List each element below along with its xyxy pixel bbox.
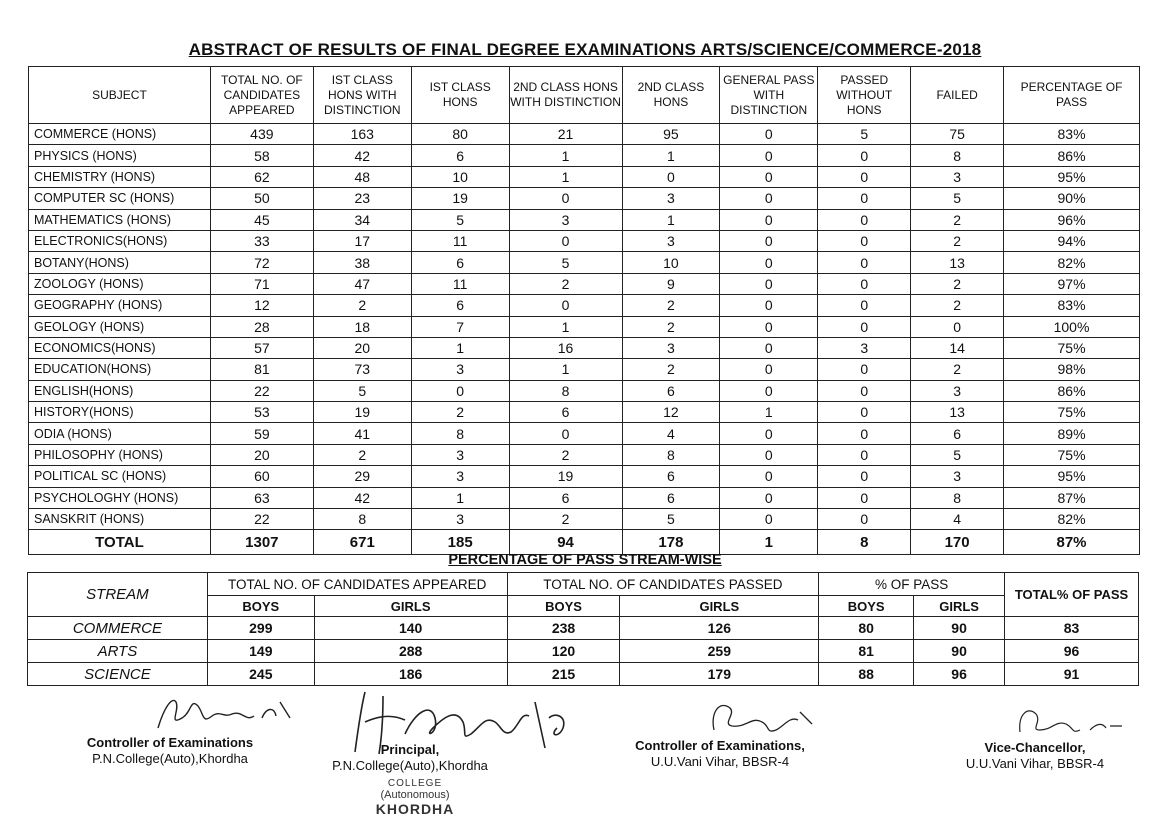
value-cell: 6 — [911, 423, 1004, 444]
value-cell: 82% — [1004, 252, 1140, 273]
table-row — [29, 359, 1140, 380]
table-row — [29, 337, 1140, 358]
stream-value-cell: 149 — [207, 640, 314, 663]
value-cell: 47 — [313, 273, 411, 294]
value-cell: 75% — [1004, 402, 1140, 423]
value-cell: 6 — [622, 380, 720, 401]
value-cell: 72 — [210, 252, 313, 273]
value-cell: 53 — [210, 402, 313, 423]
value-cell: 75% — [1004, 444, 1140, 465]
column-header: 2ND CLASS HONS WITH DISTINCTION — [509, 67, 622, 124]
value-cell: 4 — [622, 423, 720, 444]
value-cell: 83% — [1004, 124, 1140, 145]
stream-value-cell: 91 — [1005, 663, 1139, 686]
value-cell: 42 — [313, 145, 411, 166]
value-cell: 3 — [622, 230, 720, 251]
value-cell: 75% — [1004, 337, 1140, 358]
value-cell: 163 — [313, 124, 411, 145]
value-cell: 1 — [509, 316, 622, 337]
value-cell: 14 — [911, 337, 1004, 358]
value-cell: 0 — [720, 316, 818, 337]
stream-value-cell: 96 — [1005, 640, 1139, 663]
value-cell: 48 — [313, 166, 411, 187]
table-row — [29, 188, 1140, 209]
value-cell: 1 — [509, 359, 622, 380]
stream-row — [28, 617, 1139, 640]
value-cell: 0 — [720, 230, 818, 251]
value-cell: 13 — [911, 402, 1004, 423]
value-cell: 2 — [911, 295, 1004, 316]
value-cell: 0 — [622, 166, 720, 187]
value-cell: 8 — [911, 145, 1004, 166]
value-cell: 50 — [210, 188, 313, 209]
value-cell: 38 — [313, 252, 411, 273]
value-cell: 6 — [622, 487, 720, 508]
value-cell: 8 — [411, 423, 509, 444]
stream-row — [28, 640, 1139, 663]
value-cell: 2 — [313, 295, 411, 316]
column-header: FAILED — [911, 67, 1004, 124]
stream-name-cell: COMMERCE — [28, 617, 208, 640]
passed-girls-header: GIRLS — [620, 596, 819, 617]
value-cell: 0 — [720, 145, 818, 166]
value-cell: 90% — [1004, 188, 1140, 209]
value-cell: 5 — [911, 188, 1004, 209]
subject-cell: POLITICAL SC (HONS) — [29, 466, 211, 487]
value-cell: 3 — [411, 509, 509, 530]
value-cell: 17 — [313, 230, 411, 251]
stream-value-cell: 90 — [914, 640, 1005, 663]
appeared-boys-header: BOYS — [207, 596, 314, 617]
value-cell: 0 — [818, 145, 911, 166]
subject-cell: COMMERCE (HONS) — [29, 124, 211, 145]
value-cell: 82% — [1004, 509, 1140, 530]
table-row — [29, 444, 1140, 465]
value-cell: 0 — [818, 230, 911, 251]
stream-value-cell: 259 — [620, 640, 819, 663]
stream-row — [28, 663, 1139, 686]
value-cell: 97% — [1004, 273, 1140, 294]
value-cell: 0 — [720, 509, 818, 530]
table-row — [29, 252, 1140, 273]
subject-cell: ELECTRONICS(HONS) — [29, 230, 211, 251]
value-cell: 63 — [210, 487, 313, 508]
value-cell: 86% — [1004, 380, 1140, 401]
value-cell: 87% — [1004, 487, 1140, 508]
subject-cell: PHILOSOPHY (HONS) — [29, 444, 211, 465]
stream-value-cell: 215 — [507, 663, 620, 686]
value-cell: 2 — [313, 444, 411, 465]
total-value: 1307 — [210, 530, 313, 555]
appeared-girls-header: GIRLS — [314, 596, 507, 617]
value-cell: 8 — [509, 380, 622, 401]
value-cell: 0 — [720, 466, 818, 487]
value-cell: 3 — [818, 337, 911, 358]
table-row — [29, 166, 1140, 187]
signature-block-2 — [305, 742, 515, 774]
value-cell: 5 — [818, 124, 911, 145]
value-cell: 5 — [313, 380, 411, 401]
subject-cell: ECONOMICS(HONS) — [29, 337, 211, 358]
total-label: TOTAL — [29, 530, 211, 555]
value-cell: 58 — [210, 145, 313, 166]
value-cell: 10 — [411, 166, 509, 187]
value-cell: 0 — [720, 487, 818, 508]
value-cell: 83% — [1004, 295, 1140, 316]
stream-value-cell: 90 — [914, 617, 1005, 640]
value-cell: 0 — [720, 295, 818, 316]
subject-cell: EDUCATION(HONS) — [29, 359, 211, 380]
signature-role: Controller of Examinations, — [635, 738, 805, 753]
subject-cell: GEOGRAPHY (HONS) — [29, 295, 211, 316]
value-cell: 13 — [911, 252, 1004, 273]
value-cell: 1 — [622, 145, 720, 166]
value-cell: 98% — [1004, 359, 1140, 380]
value-cell: 0 — [411, 380, 509, 401]
stream-value-cell: 245 — [207, 663, 314, 686]
value-cell: 0 — [720, 444, 818, 465]
subject-cell: ZOOLOGY (HONS) — [29, 273, 211, 294]
column-header: 2ND CLASS HONS — [622, 67, 720, 124]
value-cell: 5 — [911, 444, 1004, 465]
value-cell: 2 — [911, 209, 1004, 230]
value-cell: 73 — [313, 359, 411, 380]
value-cell: 1 — [411, 487, 509, 508]
column-header: SUBJECT — [29, 67, 211, 124]
subject-cell: CHEMISTRY (HONS) — [29, 166, 211, 187]
value-cell: 28 — [210, 316, 313, 337]
value-cell: 1 — [411, 337, 509, 358]
stream-value-cell: 88 — [819, 663, 914, 686]
column-header: PERCENTAGE OF PASS — [1004, 67, 1140, 124]
total-value: 170 — [911, 530, 1004, 555]
subject-cell: BOTANY(HONS) — [29, 252, 211, 273]
value-cell: 4 — [911, 509, 1004, 530]
subject-cell: SANSKRIT (HONS) — [29, 509, 211, 530]
stamp-line-1: COLLEGE — [387, 778, 443, 789]
signature-org: U.U.Vani Vihar, BBSR-4 — [650, 754, 790, 769]
table-row — [29, 380, 1140, 401]
value-cell: 6 — [509, 487, 622, 508]
value-cell: 12 — [210, 295, 313, 316]
value-cell: 0 — [818, 487, 911, 508]
value-cell: 2 — [911, 273, 1004, 294]
subject-cell: GEOLOGY (HONS) — [29, 316, 211, 337]
subject-cell: COMPUTER SC (HONS) — [29, 188, 211, 209]
value-cell: 21 — [509, 124, 622, 145]
value-cell: 3 — [411, 359, 509, 380]
value-cell: 0 — [818, 509, 911, 530]
table-row — [29, 124, 1140, 145]
value-cell: 2 — [622, 316, 720, 337]
value-cell: 0 — [720, 209, 818, 230]
value-cell: 22 — [210, 509, 313, 530]
stream-value-cell: 140 — [314, 617, 507, 640]
value-cell: 71 — [210, 273, 313, 294]
column-header: PASSED WITHOUT HONS — [818, 67, 911, 124]
value-cell: 0 — [818, 188, 911, 209]
signature-block-1 — [60, 735, 280, 767]
value-cell: 2 — [509, 444, 622, 465]
value-cell: 11 — [411, 273, 509, 294]
value-cell: 2 — [509, 509, 622, 530]
total-value: 8 — [818, 530, 911, 555]
value-cell: 60 — [210, 466, 313, 487]
value-cell: 34 — [313, 209, 411, 230]
value-cell: 3 — [911, 380, 1004, 401]
value-cell: 16 — [509, 337, 622, 358]
subject-cell: MATHEMATICS (HONS) — [29, 209, 211, 230]
stream-table — [27, 572, 1139, 686]
value-cell: 75 — [911, 124, 1004, 145]
table-row — [29, 145, 1140, 166]
subject-cell: PSYCHOLOGHY (HONS) — [29, 487, 211, 508]
total-value: 671 — [313, 530, 411, 555]
value-cell: 3 — [911, 466, 1004, 487]
value-cell: 23 — [313, 188, 411, 209]
value-cell: 0 — [818, 423, 911, 444]
value-cell: 0 — [509, 295, 622, 316]
value-cell: 0 — [509, 188, 622, 209]
stream-value-cell: 80 — [819, 617, 914, 640]
value-cell: 20 — [313, 337, 411, 358]
stream-value-cell: 186 — [314, 663, 507, 686]
value-cell: 0 — [509, 423, 622, 444]
column-header: IST CLASS HONS WITH DISTINCTION — [313, 67, 411, 124]
value-cell: 3 — [411, 466, 509, 487]
total-value: 94 — [509, 530, 622, 555]
value-cell: 7 — [411, 316, 509, 337]
table-row — [29, 466, 1140, 487]
value-cell: 0 — [720, 252, 818, 273]
value-cell: 95% — [1004, 466, 1140, 487]
stamp-line-2: (Autonomous) — [380, 789, 450, 801]
value-cell: 18 — [313, 316, 411, 337]
value-cell: 59 — [210, 423, 313, 444]
signature-org: P.N.College(Auto),Khordha — [92, 751, 248, 766]
value-cell: 6 — [509, 402, 622, 423]
stream-value-cell: 299 — [207, 617, 314, 640]
value-cell: 22 — [210, 380, 313, 401]
value-cell: 0 — [818, 316, 911, 337]
table-row — [29, 316, 1140, 337]
table-row — [29, 295, 1140, 316]
value-cell: 0 — [911, 316, 1004, 337]
total-value: 87% — [1004, 530, 1140, 555]
value-cell: 2 — [911, 230, 1004, 251]
value-cell: 81 — [210, 359, 313, 380]
value-cell: 6 — [411, 145, 509, 166]
value-cell: 42 — [313, 487, 411, 508]
value-cell: 0 — [818, 273, 911, 294]
signature-org: U.U.Vani Vihar, BBSR-4 — [965, 756, 1105, 771]
percent-girls-header: GIRLS — [914, 596, 1005, 617]
value-cell: 2 — [622, 359, 720, 380]
value-cell: 3 — [911, 166, 1004, 187]
value-cell: 86% — [1004, 145, 1140, 166]
value-cell: 9 — [622, 273, 720, 294]
value-cell: 20 — [210, 444, 313, 465]
value-cell: 0 — [818, 166, 911, 187]
passed-boys-header: BOYS — [507, 596, 620, 617]
value-cell: 89% — [1004, 423, 1140, 444]
value-cell: 100% — [1004, 316, 1140, 337]
table-row — [29, 509, 1140, 530]
value-cell: 29 — [313, 466, 411, 487]
value-cell: 5 — [509, 252, 622, 273]
signature-scribble-3 — [700, 694, 820, 740]
subject-cell: ENGLISH(HONS) — [29, 380, 211, 401]
value-cell: 2 — [911, 359, 1004, 380]
value-cell: 96% — [1004, 209, 1140, 230]
value-cell: 1 — [509, 166, 622, 187]
value-cell: 0 — [818, 359, 911, 380]
subject-cell: HISTORY(HONS) — [29, 402, 211, 423]
value-cell: 1 — [509, 145, 622, 166]
value-cell: 0 — [720, 166, 818, 187]
value-cell: 2 — [622, 295, 720, 316]
value-cell: 0 — [818, 252, 911, 273]
value-cell: 12 — [622, 402, 720, 423]
value-cell: 19 — [411, 188, 509, 209]
college-stamp — [335, 778, 495, 817]
stream-value-cell: 288 — [314, 640, 507, 663]
value-cell: 6 — [622, 466, 720, 487]
signature-org: P.N.College(Auto),Khordha — [332, 758, 488, 773]
total-value: 1 — [720, 530, 818, 555]
signature-role: Principal, — [380, 742, 440, 757]
value-cell: 3 — [622, 337, 720, 358]
total-value: 178 — [622, 530, 720, 555]
table-row — [29, 209, 1140, 230]
total-value: 185 — [411, 530, 509, 555]
value-cell: 6 — [411, 252, 509, 273]
table-row — [29, 402, 1140, 423]
value-cell: 0 — [720, 380, 818, 401]
value-cell: 5 — [622, 509, 720, 530]
value-cell: 0 — [720, 124, 818, 145]
value-cell: 19 — [509, 466, 622, 487]
value-cell: 1 — [720, 402, 818, 423]
value-cell: 8 — [313, 509, 411, 530]
value-cell: 0 — [818, 295, 911, 316]
stream-section-title: PERCENTAGE OF PASS STREAM-WISE — [448, 552, 722, 568]
value-cell: 41 — [313, 423, 411, 444]
value-cell: 0 — [818, 380, 911, 401]
value-cell: 33 — [210, 230, 313, 251]
results-table — [28, 66, 1140, 555]
value-cell: 62 — [210, 166, 313, 187]
signature-role: Controller of Examinations — [86, 735, 254, 750]
passed-header: TOTAL NO. OF CANDIDATES PASSED — [507, 573, 819, 596]
stream-value-cell: 179 — [620, 663, 819, 686]
column-header: IST CLASS HONS — [411, 67, 509, 124]
value-cell: 45 — [210, 209, 313, 230]
column-header: TOTAL NO. OF CANDIDATES APPEARED — [210, 67, 313, 124]
value-cell: 0 — [720, 188, 818, 209]
document-title: ABSTRACT OF RESULTS OF FINAL DEGREE EXAMINATIONS ARTS/SCIENCE/COMMERCE-2018 — [188, 40, 982, 59]
stream-name-cell: SCIENCE — [28, 663, 208, 686]
value-cell: 95 — [622, 124, 720, 145]
table-row — [29, 487, 1140, 508]
value-cell: 439 — [210, 124, 313, 145]
table-row — [29, 230, 1140, 251]
stream-value-cell: 120 — [507, 640, 620, 663]
value-cell: 2 — [509, 273, 622, 294]
value-cell: 1 — [622, 209, 720, 230]
signature-block-3 — [605, 738, 835, 770]
value-cell: 0 — [509, 230, 622, 251]
stamp-line-3: KHORDHA — [375, 801, 455, 817]
results-header-row — [29, 67, 1140, 124]
stream-value-cell: 81 — [819, 640, 914, 663]
stream-header: STREAM — [28, 573, 208, 617]
percent-boys-header: BOYS — [819, 596, 914, 617]
value-cell: 0 — [818, 466, 911, 487]
signature-scribble-4 — [1010, 700, 1130, 742]
signature-scribble-1 — [150, 688, 300, 738]
table-row — [29, 273, 1140, 294]
subject-cell: ODIA (HONS) — [29, 423, 211, 444]
stream-name-cell: ARTS — [28, 640, 208, 663]
stream-value-cell: 83 — [1005, 617, 1139, 640]
signature-role: Vice-Chancellor, — [984, 740, 1086, 755]
stream-value-cell: 238 — [507, 617, 620, 640]
value-cell: 2 — [411, 402, 509, 423]
value-cell: 11 — [411, 230, 509, 251]
column-header: GENERAL PASS WITH DISTINCTION — [720, 67, 818, 124]
table-row — [29, 423, 1140, 444]
value-cell: 0 — [720, 359, 818, 380]
value-cell: 19 — [313, 402, 411, 423]
appeared-header: TOTAL NO. OF CANDIDATES APPEARED — [207, 573, 507, 596]
value-cell: 0 — [720, 423, 818, 444]
value-cell: 6 — [411, 295, 509, 316]
value-cell: 3 — [622, 188, 720, 209]
value-cell: 8 — [622, 444, 720, 465]
stream-value-cell: 126 — [620, 617, 819, 640]
total-percent-header: TOTAL% OF PASS — [1005, 573, 1139, 617]
value-cell: 3 — [411, 444, 509, 465]
value-cell: 0 — [720, 273, 818, 294]
percent-header: % OF PASS — [819, 573, 1005, 596]
value-cell: 5 — [411, 209, 509, 230]
value-cell: 0 — [818, 444, 911, 465]
signature-block-4 — [935, 740, 1135, 772]
stream-value-cell: 96 — [914, 663, 1005, 686]
value-cell: 94% — [1004, 230, 1140, 251]
value-cell: 80 — [411, 124, 509, 145]
value-cell: 0 — [818, 402, 911, 423]
value-cell: 57 — [210, 337, 313, 358]
value-cell: 10 — [622, 252, 720, 273]
value-cell: 3 — [509, 209, 622, 230]
value-cell: 8 — [911, 487, 1004, 508]
value-cell: 95% — [1004, 166, 1140, 187]
value-cell: 0 — [720, 337, 818, 358]
subject-cell: PHYSICS (HONS) — [29, 145, 211, 166]
value-cell: 0 — [818, 209, 911, 230]
